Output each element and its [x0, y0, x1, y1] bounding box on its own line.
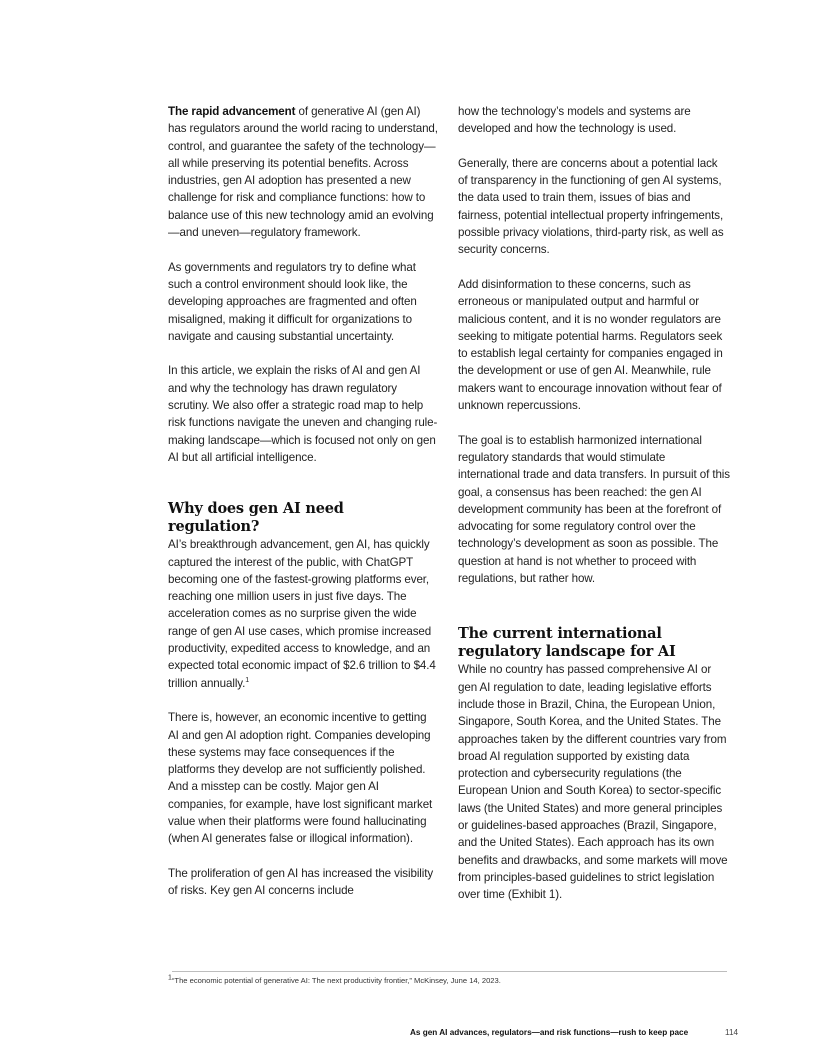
section-heading: The current international regulatory landscape for AI [458, 625, 676, 661]
lead-in: The rapid advancement [168, 105, 296, 118]
paragraph: In this article, we explain the risks of AI and gen AI and why the technology has drawn regulatory scrutiny. We also offer a strategic road map to help risk functions navigate the uneven and changing rule-making landscape—which is focused not only on gen AI but all artificial intelligence. [168, 364, 438, 464]
footnote-number: 1 [168, 974, 172, 982]
intro-paragraph: The rapid advancement of generative AI (gen AI) has regulators around the world racing to understand, control, and guarantee the safety of the technology—all while preserving its potential benefits. Across industries, gen AI adoption has presented a new challenge for risk and compliance functions: how to balance use of this new technology amid an evolving—and uneven—regulatory framework. [168, 105, 438, 240]
paragraph: Generally, there are concerns about a potential lack of transparency in the functioning of gen AI systems, the data used to train them, issues of bias and fairness, potential intellectual property infringements, possible privacy violations, third-party risk, as well as security concerns. [458, 156, 724, 257]
left-column [168, 103, 438, 899]
paragraph: how the technology’s models and systems are developed and how the technology is used. [458, 105, 691, 136]
paragraph: As governments and regulators try to define what such a control environment should look like, the developing approaches are fragmented and often misaligned, making it difficult for organizations to navigate and causing substantial uncertainty. [168, 260, 417, 343]
right-column [458, 103, 730, 903]
running-footer-title: As gen AI advances, regulators—and risk functions—rush to keep pace [410, 1028, 689, 1037]
paragraph: The goal is to establish harmonized international regulatory standards that would stimulate international trade and data transfers. In pursuit of this goal, a consensus has been reached: the gen AI development community has been at the forefront of advocating for some regulatory control over the technology’s development as soon as possible. The question at hand is not whether to proceed with regulations, but rather how. [458, 433, 730, 586]
page-number: 114 [725, 1028, 739, 1037]
footnote-ref[interactable]: 1 [245, 676, 250, 684]
section-heading: Why does gen AI need regulation? [168, 500, 344, 536]
paragraph: AI’s breakthrough advancement, gen AI, has quickly captured the interest of the public, with ChatGPT becoming one of the fastest-growing platforms ever, reaching one million users in just five days. The acceleration comes as no surprise given the wide range of gen AI use cases, which promise increased productivity, expedited access to knowledge, and an expected total economic impact of $2.6 trillion to $4.4 trillion annually.$^1$ [168, 538, 436, 690]
footnote-divider [172, 971, 727, 972]
paragraph: The proliferation of gen AI has increased the visibility of risks. Key gen AI concerns include [168, 866, 434, 898]
paragraph: While no country has passed comprehensive AI or gen AI regulation to date, leading legislative efforts include those in Brazil, China, the European Union, Singapore, South Korea, and the United States. The approaches taken by the different countries vary from broad AI regulation supported by existing data protection and cybersecurity regulations (the European Union and South Korea) to sector-specific laws (the United States) and more general principles or guidelines-based approaches (Brazil, Singapore, and the United States). Each approach has its own benefits and drawbacks, and some markets will move from principles-based guidelines to strict legislation over time (Exhibit 1). [458, 663, 728, 902]
paragraph: There is, however, an economic incentive to getting AI and gen AI adoption right. Companies developing these systems may face consequences if the platforms they develop are not sufficiently polished. And a misstep can be costly. Major gen AI companies, for example, have lost significant market value when their platforms were found hallucinating (when AI generates false or illogical information). [168, 711, 433, 846]
paragraph: Add disinformation to these concerns, such as erroneous or manipulated output and harmful or malicious content, and it is no wonder regulators are seeking to mitigate potential harms. Regulators seek to establish legal certainty for companies engaged in the development or use of gen AI. Meanwhile, rule makers want to encourage innovation without fear of unknown repercussions. [458, 277, 723, 413]
footnote: 1“The economic potential of generative AI: The next productivity frontier,” McKinsey, June 14, 2023. [168, 974, 501, 985]
